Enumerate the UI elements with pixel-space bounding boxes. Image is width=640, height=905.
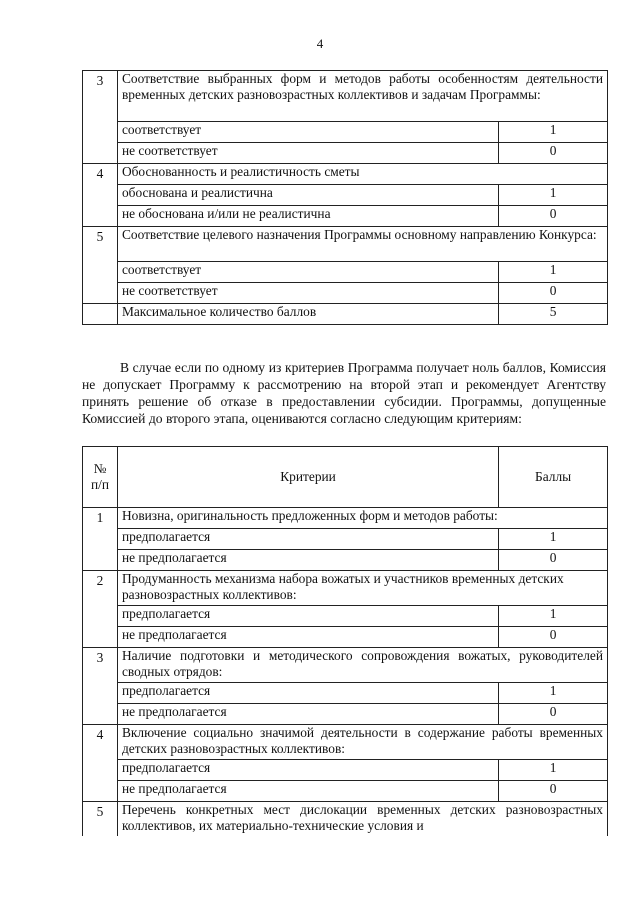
table-row [83, 227, 608, 262]
table-row [83, 122, 608, 143]
option-score: 0 [499, 206, 608, 227]
table-row [83, 606, 608, 627]
table-row [83, 185, 608, 206]
criterion-title: Продуманность механизма набора вожатых и участников временных детских разновозрастных коллективов: [117, 571, 607, 606]
header-criteria: Критерии [117, 447, 498, 508]
option-label: соответствует [117, 262, 498, 283]
option-score: 1 [499, 122, 608, 143]
option-label: не предполагается [117, 704, 498, 725]
body-paragraph: В случае если по одному из критериев Программа получает ноль баллов, Комиссия не допускает Программу к рассмотрению на второй этап и рекомендует Агентству принять решение об отказе в предоставлении субсидии. Программы, допущенные Комиссией до второго этапа, оцениваются согласно следующим критериям: [82, 359, 606, 426]
option-score: 0 [499, 283, 608, 304]
option-label: не предполагается [117, 781, 498, 802]
option-label: не соответствует [117, 143, 498, 164]
option-score: 1 [499, 185, 608, 206]
criterion-number: 2 [83, 571, 118, 648]
header-number: № п/п [83, 447, 118, 508]
table-row [83, 571, 608, 606]
criterion-title: Соответствие целевого назначения Программы основному направлению Конкурса: [117, 227, 607, 262]
table-row [83, 802, 608, 837]
criterion-title: Соответствие выбранных форм и методов работы особенностям деятельности временных детских разновозрастных коллективов и задачам Программы: [117, 71, 607, 122]
option-score: 1 [499, 683, 608, 704]
option-label: не предполагается [117, 627, 498, 648]
criterion-number: 4 [83, 164, 118, 227]
table-row [83, 683, 608, 704]
criterion-number: 5 [83, 802, 118, 837]
table-row [83, 262, 608, 283]
criteria-table-first-stage [82, 70, 608, 325]
table-row [83, 627, 608, 648]
criterion-number: 3 [83, 71, 118, 164]
page-number: 4 [316, 36, 324, 51]
option-score: 1 [499, 262, 608, 283]
table-row-total [83, 304, 608, 325]
option-score: 0 [499, 143, 608, 164]
table-row [83, 71, 608, 122]
table-row [83, 283, 608, 304]
table-row [83, 206, 608, 227]
criterion-title: Наличие подготовки и методического сопровождения вожатых, руководителей сводных отрядов: [117, 648, 607, 683]
criterion-number: 5 [83, 227, 118, 304]
table-row [83, 143, 608, 164]
table-row [83, 164, 608, 185]
table-header-row [83, 447, 608, 508]
criterion-title: Обоснованность и реалистичность сметы [117, 164, 607, 185]
table-row [83, 781, 608, 802]
option-score: 0 [499, 781, 608, 802]
table-row [83, 760, 608, 781]
empty-cell [83, 304, 118, 325]
total-score: 5 [499, 304, 608, 325]
total-label: Максимальное количество баллов [117, 304, 498, 325]
option-label: не предполагается [117, 550, 498, 571]
option-score: 0 [499, 550, 608, 571]
table-row [83, 529, 608, 550]
option-label: предполагается [117, 683, 498, 704]
criterion-number: 3 [83, 648, 118, 725]
option-label: предполагается [117, 606, 498, 627]
criterion-title: Новизна, оригинальность предложенных форм и методов работы: [117, 508, 607, 529]
option-score: 0 [499, 627, 608, 648]
option-score: 0 [499, 704, 608, 725]
option-label: предполагается [117, 760, 498, 781]
criterion-number: 1 [83, 508, 118, 571]
option-score: 1 [499, 529, 608, 550]
option-label: соответствует [117, 122, 498, 143]
table-row [83, 550, 608, 571]
criteria-table-second-stage [82, 446, 608, 836]
option-label: не соответствует [117, 283, 498, 304]
criterion-title: Включение социально значимой деятельности в содержание работы временных детских разновозрастных коллективов: [117, 725, 607, 760]
option-score: 1 [499, 760, 608, 781]
table-row [83, 704, 608, 725]
header-score: Баллы [499, 447, 608, 508]
table-row [83, 508, 608, 529]
table-row [83, 725, 608, 760]
criterion-title: Перечень конкретных мест дислокации временных детских разновозрастных коллективов, их материально-технические условия и [117, 802, 607, 837]
option-label: обоснована и реалистична [117, 185, 498, 206]
option-label: предполагается [117, 529, 498, 550]
option-label: не обоснована и/или не реалистична [117, 206, 498, 227]
table-row [83, 648, 608, 683]
criterion-number: 4 [83, 725, 118, 802]
option-score: 1 [499, 606, 608, 627]
